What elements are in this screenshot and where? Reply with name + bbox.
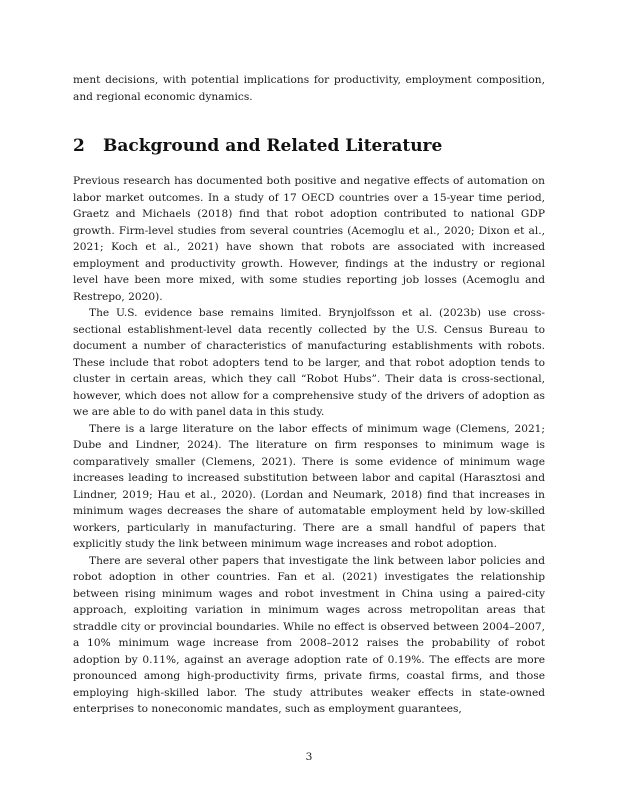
section-title: Background and Related Literature bbox=[103, 136, 443, 156]
paragraph-2: The U.S. evidence base remains limited. Brynjolfsson et al. (2023b) use cross-sectional establishment-level data recently collected by the U.S. Census Bureau to document a number of characteristics of manufacturing establishments with robots. These include that robot adopters tend to be larger, and that robot adoption tends to cluster in certain areas, which they call “Robot Hubs”. Their data is cross-sectional, however, which does not allow for a comprehensive study of the drivers of adoption as we are able to do with panel data in this study. bbox=[73, 307, 545, 418]
page-number: 3 bbox=[305, 751, 313, 763]
paragraph-1: Previous research has documented both positive and negative effects of automation on labor market outcomes. In a study of 17 OECD countries over a 15-year time period, Graetz and Michaels (2018) find that robot adoption contributed to national GDP growth. Firm-level studies from several countries (Acemoglu et al., 2020; Dixon et al., 2021; Koch et al., 2021) have shown that robots are associated with increased employment and productivity growth. However, findings at the industry or regional level have been more mixed, with some studies reporting job losses (Acemoglu and Restrepo, 2020). bbox=[73, 175, 545, 303]
section-number: 2 bbox=[73, 136, 85, 156]
paragraph-3: There is a large literature on the labor effects of minimum wage (Clemens, 2021; Dube and Lindner, 2024). The literature on firm responses to minimum wage is comparatively smaller (Clemens, 2021). There is some evidence of minimum wage increases leading to increased substitution between labor and capital (Harasztosi and Lindner, 2019; Hau et al., 2020). (Lordan and Neumark, 2018) find that increases in minimum wages decreases the share of automatable employment held by low-skilled workers, particularly in manufacturing. There are a small handful of papers that explicitly study the link between minimum wage increases and robot adoption. bbox=[73, 422, 545, 550]
page-content bbox=[73, 72, 545, 718]
section-heading bbox=[73, 135, 545, 157]
paragraph-4: There are several other papers that investigate the link between labor policies and robot adoption in other countries. Fan et al. (2021) investigates the relationship between rising minimum wages and robot investment in China using a paired-city approach, exploiting variation in minimum wages across metropolitan areas that straddle city or provincial boundaries. While no effect is observed between 2004–2007, a 10% minimum wage increase from 2008–2012 raises the probability of robot adoption by 0.11%, against an average adoption rate of 0.19%. The effects are more pronounced among high-productivity firms, private firms, coastal firms, and those employing high-skilled labor. The study attributes weaker effects in state-owned enterprises to noneconomic mandates, such as employment guarantees, bbox=[73, 554, 545, 715]
carryover-paragraph: ment decisions, with potential implications for productivity, employment composition, and regional economic dynamics. bbox=[73, 74, 545, 103]
